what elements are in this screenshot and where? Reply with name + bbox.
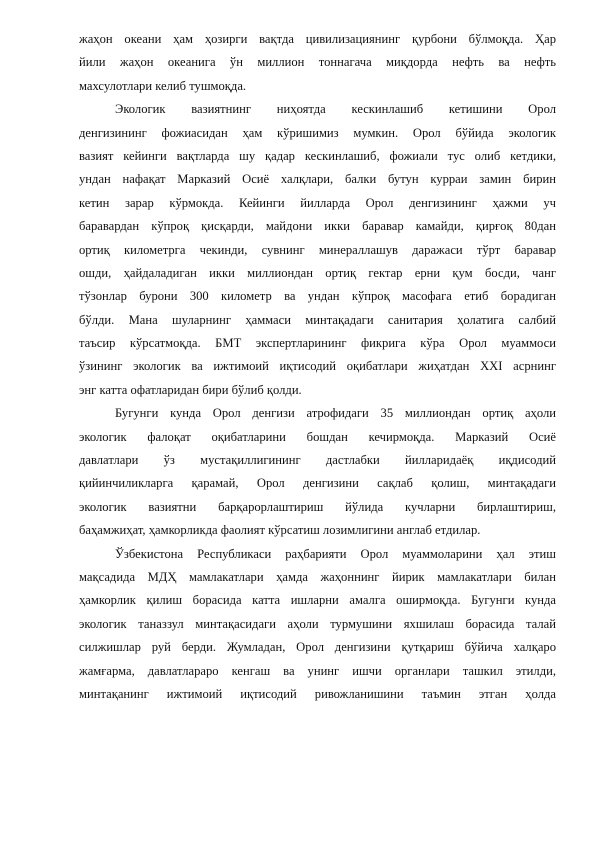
text-line: бўлди. Мана шуларнинг ҳаммаси минтақадаги санитария ҳолатига салбий [79, 312, 556, 327]
document-page [79, 28, 556, 706]
text-line: энг катта офатларидан бири бўлиб қолди. [79, 382, 302, 397]
text-line: минтақанинг ижтимоий иқтисодий ривожланишини таъмин этган ҳолда [79, 686, 556, 701]
text-line: силжишлар руй берди. Жумладан, Орол денгизини қутқариш бўйича халқаро [79, 640, 556, 655]
text-line: ҳамкорлик қилиш борасида катта ишларни амалга оширмоқда. Бугунги кунда [79, 593, 556, 608]
text-line: ундан нафақат Марказий Осиё халқлари, балки бутун курраи замин бирин [79, 172, 556, 187]
text-line: баҳамжиҳат, ҳамкорликда фаолият кўрсатиш лозимлигини англаб етдилар. [79, 523, 481, 538]
paragraph-ocean-pollution [79, 28, 556, 98]
text-line: вазият кейинги вақтларда шу қадар кескинлашиб, фожиали тус олиб кетдики, [79, 148, 556, 163]
text-line: экологик вазиятни барқарорлаштириш йўлида кучларни бирлаштириш, [79, 499, 556, 514]
text-line: ошди, ҳайдаладиган икки миллиондан ортиқ гектар ерни қум босди, чанг [79, 265, 556, 280]
text-line: давлатлари ўз мустақиллигининг дастлабки йилларидаёқ иқдисодий [79, 453, 556, 468]
text-line: экологик фалоқат оқибатларини бошдан кечирмоқда. Марказий Осиё [79, 429, 556, 444]
text-line: йили жаҳон океанига ўн миллион тоннагача миқдорда нефть ва нефть [79, 55, 556, 70]
text-line: таъсир кўрсатмоқда. БМТ экспертларининг фикрига кўра Орол муаммоси [79, 336, 556, 351]
paragraph-uzbekistan-cooperation [79, 543, 556, 707]
text-line: Экологик вазиятнинг ниҳоятда кескинлашиб кетишини Орол [115, 102, 556, 117]
text-line: баравардан кўпроқ қисқарди, майдони икки баравар камайди, қирғоқ 80дан [79, 219, 556, 234]
paragraph-aral-sea-crisis [79, 98, 556, 402]
text-line: жаҳон океани ҳам ҳозирги вақтда цивилизациянинг қурбони бўлмоқда. Ҳар [79, 32, 556, 46]
text-line: Ўзбекистона Республикаси раҳбарияти Орол муаммоларини ҳал этиш [115, 546, 556, 561]
text-line: ўзининг экологик ва ижтимоий иқтисодий оқибатлари жиҳатдан XXI асрнинг [79, 359, 556, 374]
text-line: қийинчиликларга қарамай, Орол денгизини сақлаб қолиш, минтақадаги [79, 476, 556, 491]
text-line: махсулотлари келиб тушмоқда. [79, 78, 247, 93]
text-line: денгизининг фожиасидан ҳам кўришимиз мумкин. Орол бўйида экологик [79, 125, 556, 140]
text-line: жамғарма, давлатлараро кенгаш ва унинг ишчи органлари ташкил этилди, [79, 663, 556, 678]
text-line: ортиқ километрга чекинди, сувнинг минераллашув даражаси тўрт баравар [79, 242, 556, 257]
text-line: тўзонлар бурони 300 километр ва ундан кўпроқ масофага етиб борадиган [79, 289, 556, 304]
text-line: мақсадида МДҲ мамлакатлари ҳамда жаҳоннинг йирик мамлакатлари билан [79, 569, 556, 584]
text-line: экологик таназзул минтақасидаги аҳоли турмушини яхшилаш борасида талай [79, 616, 556, 631]
text-line: кетин зарар кўрмокда. Кейинги йилларда Орол денгизининг ҳажми уч [79, 195, 556, 210]
paragraph-population-impact [79, 402, 556, 542]
text-line: Бугунги кунда Орол денгизи атрофидаги 35 миллиондан ортиқ аҳоли [115, 406, 556, 421]
